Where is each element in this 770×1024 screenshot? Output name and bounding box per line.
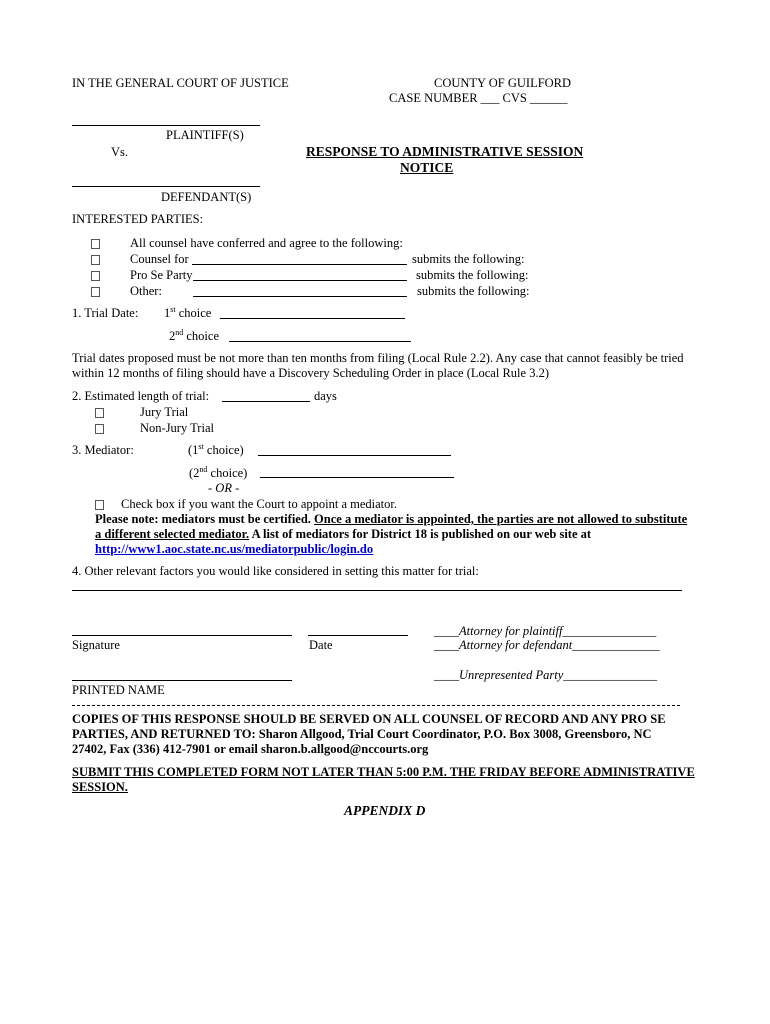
mediator-list-link[interactable]: http://www1.aoc.state.nc.us/mediatorpublic/login.do	[95, 542, 374, 556]
defendant-line[interactable]	[72, 186, 260, 187]
length-days-field[interactable]	[222, 401, 310, 402]
plaintiff-line[interactable]	[72, 125, 260, 126]
defendant-label: DEFENDANT(S)	[161, 190, 252, 204]
case-number: CASE NUMBER ___ CVS ______	[389, 91, 568, 105]
court-name: IN THE GENERAL COURT OF JUSTICE	[72, 76, 289, 90]
other-label: Other:	[130, 284, 162, 298]
length-label: 2. Estimated length of trial:	[72, 389, 210, 403]
pro-se-checkbox[interactable]	[91, 271, 100, 281]
submit-line2: SESSION.	[72, 780, 128, 794]
unrepresented-party-row: ____Unrepresented Party_______________	[434, 668, 658, 682]
trial-first-choice-label: 1st choice	[164, 304, 212, 320]
mediator-note-line2: a different selected mediator. A list of mediators for District 18 is published on our web site at	[95, 527, 592, 541]
form-title-line2: NOTICE	[400, 160, 454, 175]
attorney-plaintiff-row: ____Attorney for plaintiff_______________	[434, 624, 657, 638]
other-field[interactable]	[193, 296, 407, 297]
counsel-for-field[interactable]	[192, 264, 407, 265]
pro-se-submits: submits the following:	[416, 268, 529, 282]
appendix-label: APPENDIX D	[344, 803, 426, 818]
non-jury-trial-checkbox[interactable]	[95, 424, 104, 434]
copies-line1: COPIES OF THIS RESPONSE SHOULD BE SERVED ON ALL COUNSEL OF RECORD AND ANY PRO SE	[72, 712, 666, 726]
printed-name-line[interactable]	[72, 680, 292, 681]
trial-first-choice-field[interactable]	[220, 318, 405, 319]
jury-trial-label: Jury Trial	[140, 405, 189, 419]
other-checkbox[interactable]	[91, 287, 100, 297]
submit-line1: SUBMIT THIS COMPLETED FORM NOT LATER THAN 5:00 P.M. THE FRIDAY BEFORE ADMINISTRATIVE	[72, 765, 695, 779]
trial-note-line2: within 12 months of filing should have a Discovery Scheduling Order in place (Local Rule 3.2)	[72, 366, 549, 380]
plaintiff-label: PLAINTIFF(S)	[166, 128, 244, 142]
mediator-first-choice-field[interactable]	[258, 455, 451, 456]
date-line[interactable]	[308, 635, 408, 636]
trial-note-line1: Trial dates proposed must be not more than ten months from filing (Local Rule 2.2). Any case that cannot feasibly be tried	[72, 351, 684, 365]
or-divider: - OR -	[208, 481, 240, 495]
other-submits: submits the following:	[417, 284, 530, 298]
copies-line2: PARTIES, AND RETURNED TO: Sharon Allgood, Trial Court Coordinator, P.O. Box 3008, Greensboro, NC	[72, 727, 652, 741]
trial-date-label: 1. Trial Date:	[72, 306, 139, 320]
non-jury-trial-label: Non-Jury Trial	[140, 421, 214, 435]
trial-second-choice-field[interactable]	[229, 341, 411, 342]
all-counsel-text: All counsel have conferred and agree to the following:	[130, 236, 403, 250]
pro-se-label: Pro Se Party	[130, 268, 193, 282]
mediator-second-choice-label: (2nd choice)	[189, 464, 248, 480]
pro-se-field[interactable]	[193, 280, 407, 281]
mediator-note-line1: Please note: mediators must be certified. Once a mediator is appointed, the parties are not allowed to substitute	[95, 512, 688, 526]
date-label: Date	[309, 638, 333, 652]
separator-dashed	[72, 705, 680, 706]
factors-label: 4. Other relevant factors you would like considered in setting this matter for trial:	[72, 564, 479, 578]
trial-second-choice-label: 2nd choice	[169, 327, 219, 343]
appoint-mediator-checkbox[interactable]	[95, 500, 104, 510]
counsel-for-submits: submits the following:	[412, 252, 525, 266]
counsel-for-label: Counsel for	[130, 252, 189, 266]
form-title-line1: RESPONSE TO ADMINISTRATIVE SESSION	[306, 144, 584, 159]
signature-line[interactable]	[72, 635, 292, 636]
mediator-link-row	[95, 542, 373, 557]
attorney-defendant-row: ____Attorney for defendant______________	[434, 638, 660, 652]
printed-name-label: PRINTED NAME	[72, 683, 165, 697]
mediator-second-choice-field[interactable]	[260, 477, 454, 478]
vs-label: Vs.	[111, 145, 129, 159]
length-days-label: days	[314, 389, 337, 403]
copies-line3: 27402, Fax (336) 412-7901 or email sharon.b.allgood@nccourts.org	[72, 742, 429, 756]
appoint-mediator-label: Check box if you want the Court to appoint a mediator.	[121, 497, 397, 511]
interested-parties-label: INTERESTED PARTIES:	[72, 212, 204, 226]
county-name: COUNTY OF GUILFORD	[434, 76, 572, 90]
counsel-for-checkbox[interactable]	[91, 255, 100, 265]
mediator-label: 3. Mediator:	[72, 443, 134, 457]
jury-trial-checkbox[interactable]	[95, 408, 104, 418]
factors-field[interactable]	[72, 590, 682, 591]
signature-label: Signature	[72, 638, 120, 652]
mediator-first-choice-label: (1st choice)	[188, 441, 244, 457]
all-counsel-checkbox[interactable]	[91, 239, 100, 249]
